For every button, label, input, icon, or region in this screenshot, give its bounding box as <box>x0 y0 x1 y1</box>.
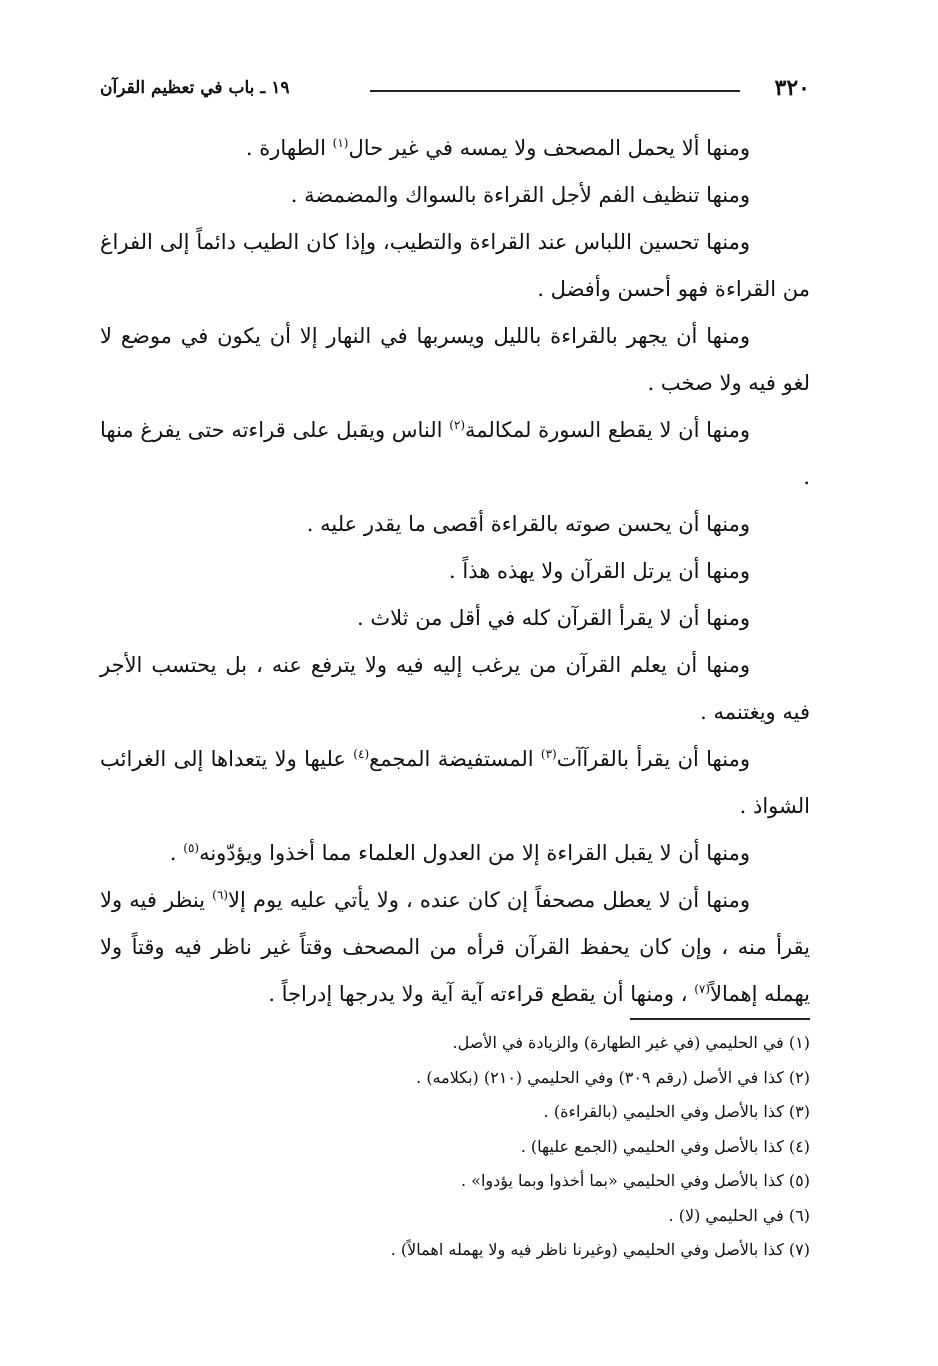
paragraph <box>100 548 810 595</box>
footnote-ref: (٧) <box>694 982 711 996</box>
paragraph-text: ، ومنها أن يقطع قراءته آية آية ولا يدرجها إدراجاً . <box>268 982 695 1006</box>
paragraph <box>100 736 810 830</box>
chapter-title: ١٩ ـ باب في تعظيم القرآن <box>100 78 290 98</box>
paragraph-text: ومنها تحسين اللباس عند القراءة والتطيب، وإذا كان الطيب دائماً إلى الفراغ من القراءة فهو أحسن وأفضل . <box>100 230 810 301</box>
paragraph-text: ومنها أن لا يعطل مصحفاً إن كان عنده ، ولا يأتي عليه يوم إلا <box>228 888 751 912</box>
paragraph-text: الناس ويقبل على قراءته حتى يفرغ منها . <box>100 418 810 489</box>
paragraph-text: ومنها أن لا يقطع السورة لمكالمة <box>465 418 750 442</box>
footnote: (١) في الحليمي (في غير الطهارة) والزيادة في الأصل. <box>452 1033 810 1052</box>
paragraph <box>100 595 810 642</box>
main-text <box>100 125 810 1018</box>
paragraph-text: المستفيضة المجمع <box>369 747 541 771</box>
paragraph-text: ومنها أن يحسن صوته بالقراءة أقصى ما يقدر عليه . <box>306 512 750 536</box>
footnote-separator <box>630 1018 810 1020</box>
paragraph <box>100 877 810 1018</box>
footnote-ref: (٢) <box>449 418 466 432</box>
paragraph <box>100 642 810 736</box>
footnote-ref: (٤) <box>353 747 370 761</box>
footnote: (٣) كذا بالأصل وفي الحليمي (بالقراءة) . <box>543 1102 810 1121</box>
paragraph-text: ومنها ألا يحمل المصحف ولا يمسه في غير حال <box>348 136 750 160</box>
header-rule <box>370 90 740 92</box>
footnote-ref: (٦) <box>212 888 228 902</box>
paragraph <box>100 830 810 877</box>
paragraph-text: ومنها أن يعلم القرآن من يرغب إليه فيه ولا يترفع عنه ، بل يحتسب الأجر فيه ويغتنمه . <box>100 653 810 724</box>
paragraph-text: ومنها أن يرتل القرآن ولا يهذه هذاً . <box>449 559 750 583</box>
paragraph-text: عليها ولا يتعداها إلى الغرائب الشواذ . <box>100 747 810 818</box>
paragraph <box>100 313 810 407</box>
paragraph <box>100 125 810 172</box>
paragraph <box>100 172 810 219</box>
paragraph-text: ينظر فيه ولا يقرأ منه ، وإن كان يحفظ القرآن قرأه من المصحف وقتاً غير ناظر فيه وقتاً ولا يهمله إهمالاً <box>100 888 810 1006</box>
paragraph-text: الطهارة . <box>245 136 333 160</box>
footnote-ref: (١) <box>332 136 349 150</box>
paragraph <box>100 501 810 548</box>
paragraph <box>100 219 810 313</box>
footnote: (٥) كذا بالأصل وفي الحليمي «بما أخذوا وبما يؤدوا» . <box>460 1171 810 1190</box>
footnote: (٧) كذا بالأصل وفي الحليمي (وغيرنا ناظر فيه ولا يهمله اهمالاً) . <box>390 1240 810 1259</box>
paragraph-text: ومنها أن يجهر بالقراءة بالليل ويسربها في النهار إلا أن يكون في موضع لا لغو فيه ولا صخب . <box>100 324 810 395</box>
footnote: (٢) كذا في الأصل (رقم ٣٠٩) وفي الحليمي (٢١٠) (بكلامه) . <box>416 1067 810 1087</box>
paragraph-text: ومنها أن لا يقبل القراءة إلا من العدول العلماء مما أخذوا ويؤدّونه <box>199 841 750 865</box>
footnote-ref: (٥) <box>183 841 200 855</box>
footnotes <box>120 1026 810 1268</box>
paragraph <box>100 407 810 501</box>
paragraph-text: ومنها أن لا يقرأ القرآن كله في أقل من ثلاث . <box>357 606 750 630</box>
footnote: (٤) كذا بالأصل وفي الحليمي (الجمع عليها) . <box>520 1136 810 1156</box>
page-number: ٣٢٠ <box>774 75 810 101</box>
paragraph-text: ومنها أن يقرأ بالقرآآت <box>556 747 750 771</box>
footnote-ref: (٣) <box>540 747 557 761</box>
paragraph-text: ومنها تنظيف الفم لأجل القراءة بالسواك والمضمضة . <box>290 183 750 207</box>
running-header <box>100 70 810 106</box>
paragraph-text: . <box>169 841 184 865</box>
footnote: (٦) في الحليمي (لا) . <box>668 1205 810 1225</box>
